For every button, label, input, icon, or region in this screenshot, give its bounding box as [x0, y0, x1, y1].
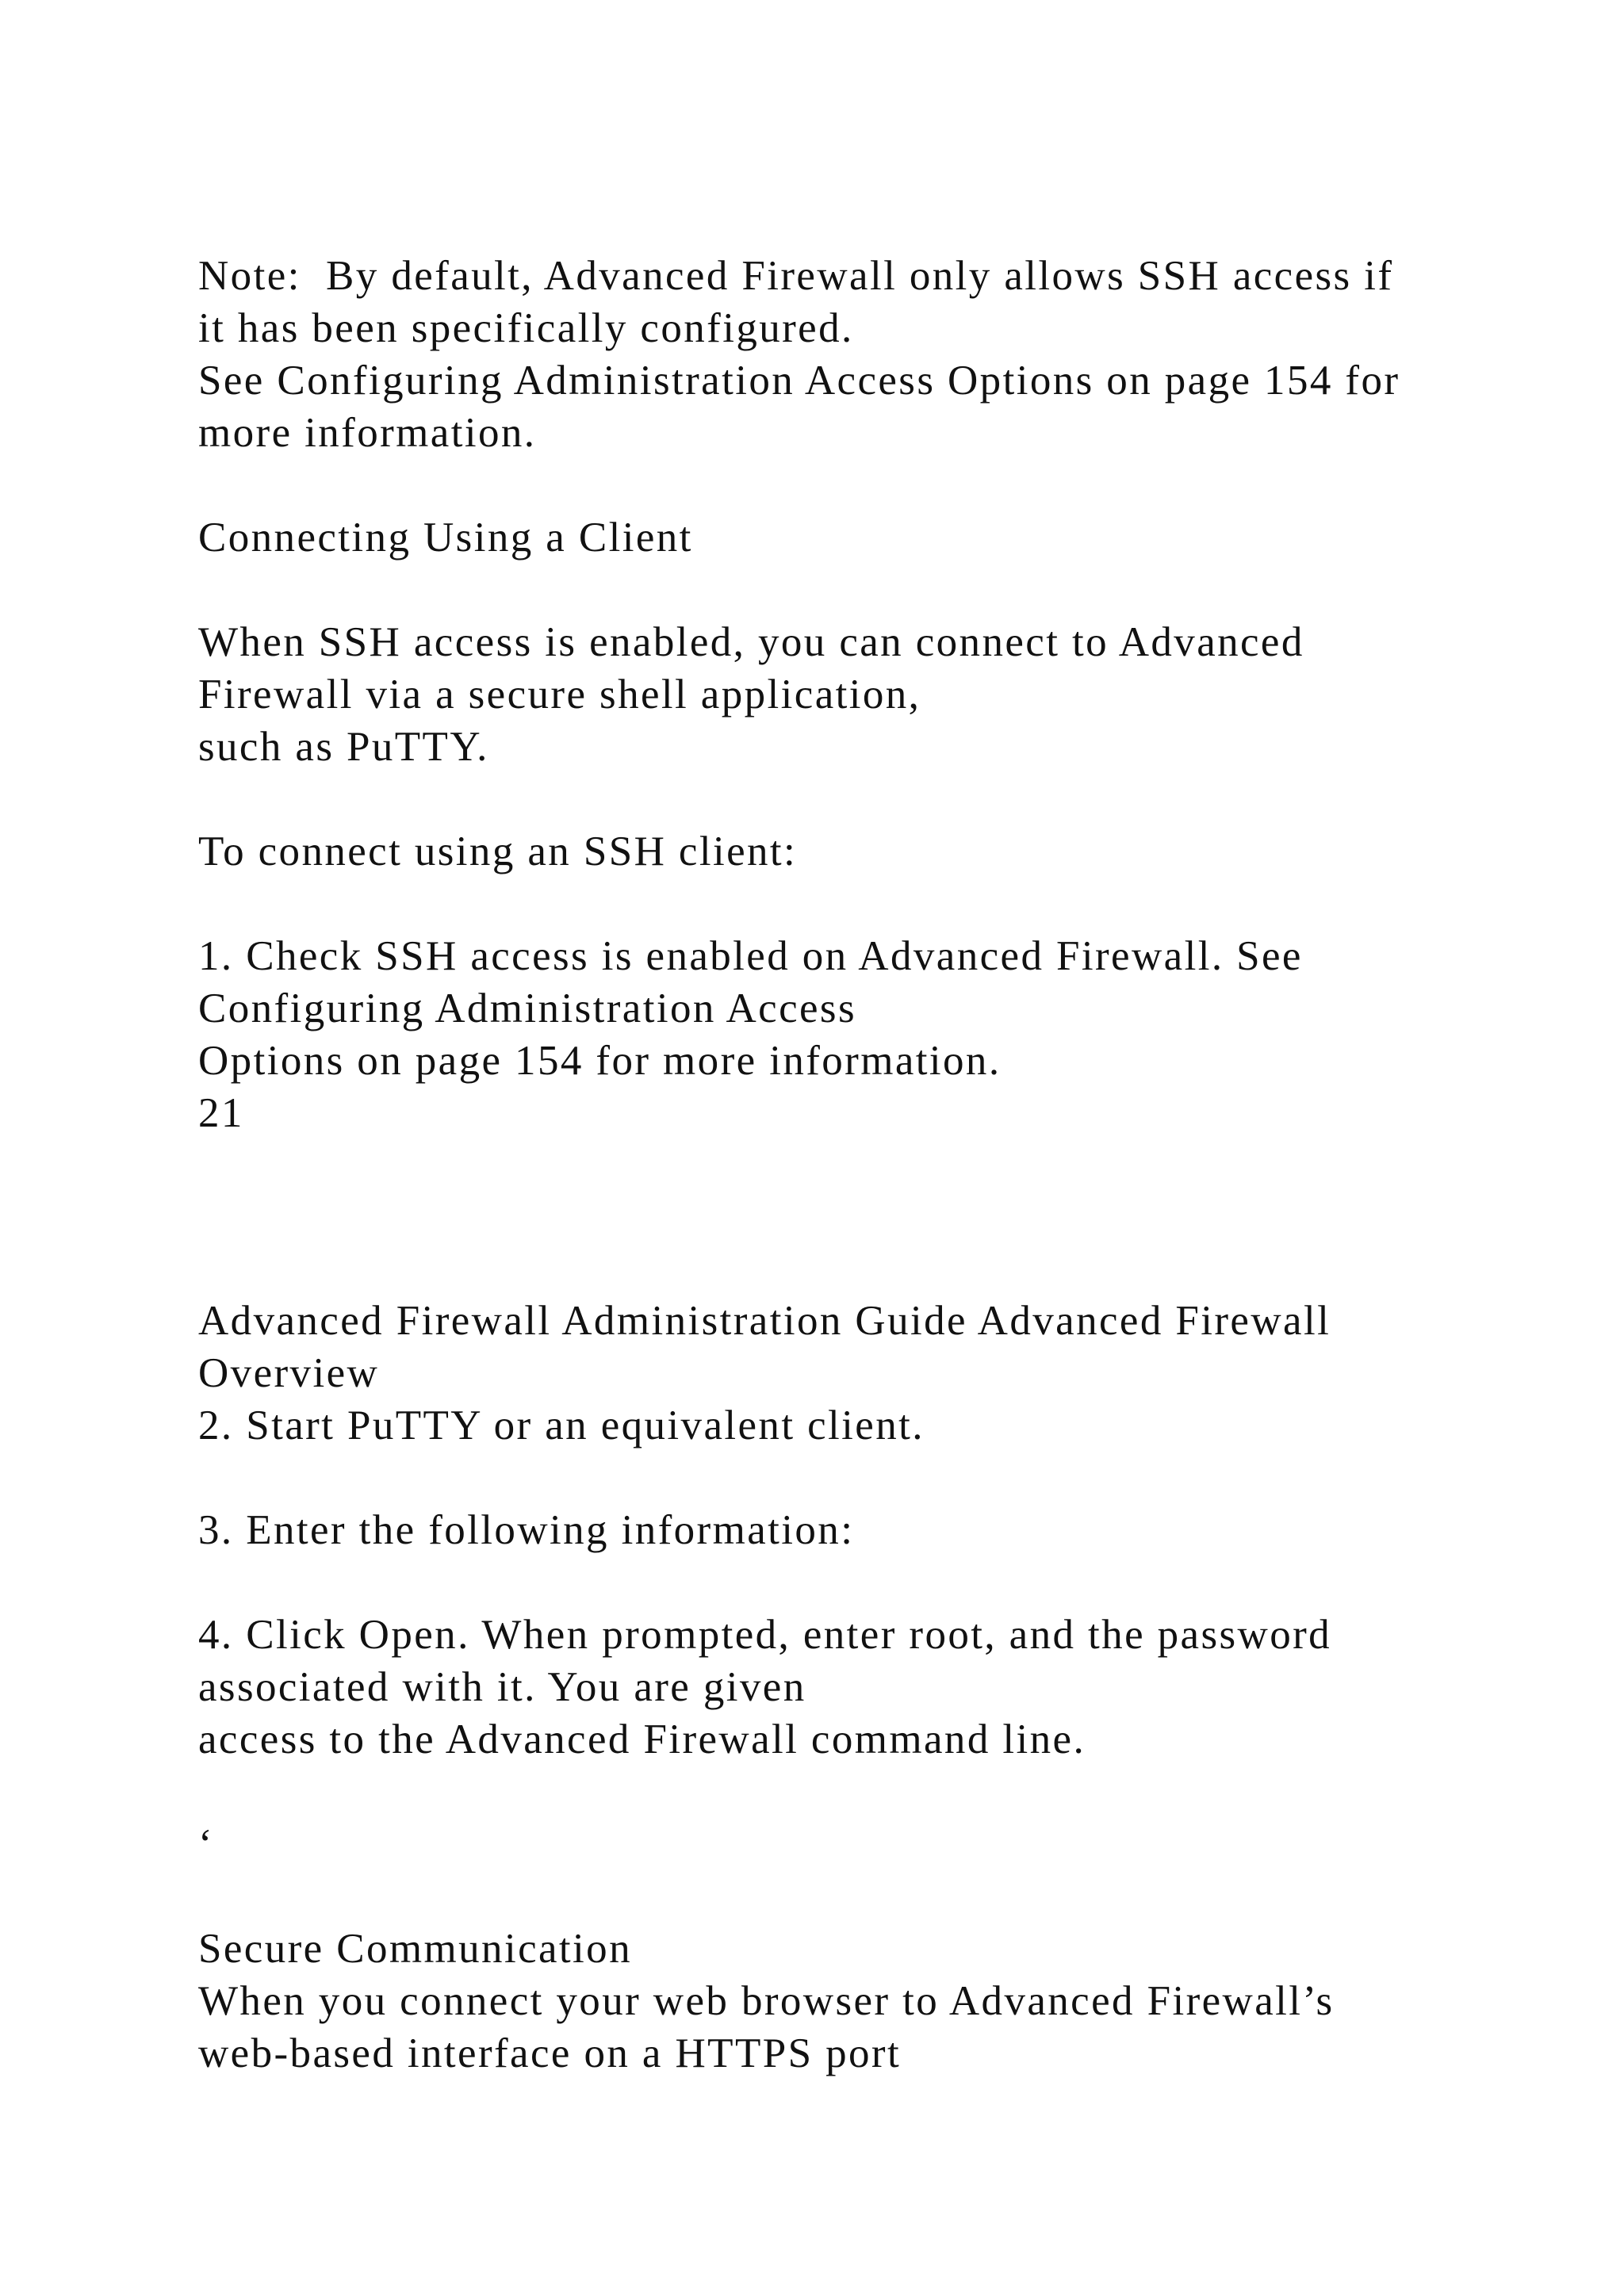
paragraph-line: web-based interface on a HTTPS port — [198, 2030, 902, 2076]
step-3-line: 3. Enter the following information: — [198, 1507, 855, 1553]
running-header: Advanced Firewall Administration Guide Advanced Firewall — [198, 1298, 1331, 1344]
paragraph-line: such as PuTTY. — [198, 724, 489, 770]
procedure-heading: To connect using an SSH client: — [198, 828, 798, 874]
step-4-line: 4. Click Open. When prompted, enter root, and the password — [198, 1612, 1332, 1658]
note-line-3: See Configuring Administration Access Options on page 154 for — [198, 358, 1400, 404]
section-heading-connecting: Connecting Using a Client — [198, 515, 693, 561]
paragraph-line: When you connect your web browser to Advanced Firewall’s — [198, 1978, 1335, 2024]
step-4-line: access to the Advanced Firewall command line. — [198, 1716, 1086, 1762]
stray-quote-mark: ‘ — [198, 1821, 215, 1867]
step-1-line: Options on page 154 for more information. — [198, 1038, 1002, 1084]
section-heading-secure: Secure Communication — [198, 1926, 632, 1972]
running-header: Overview — [198, 1350, 380, 1396]
step-2-line: 2. Start PuTTY or an equivalent client. — [198, 1402, 925, 1448]
step-1-line: Configuring Administration Access — [198, 985, 856, 1031]
page-number: 21 — [198, 1090, 244, 1136]
note-line-2: it has been specifically configured. — [198, 305, 854, 351]
note-line-1: Note: By default, Advanced Firewall only allows SSH access if — [198, 253, 1394, 299]
paragraph-line: When SSH access is enabled, you can connect to Advanced — [198, 619, 1304, 665]
step-1-line: 1. Check SSH access is enabled on Advanced Firewall. See — [198, 933, 1303, 979]
step-4-line: associated with it. You are given — [198, 1664, 806, 1710]
note-line-4: more information. — [198, 410, 537, 456]
paragraph-line: Firewall via a secure shell application, — [198, 672, 921, 718]
